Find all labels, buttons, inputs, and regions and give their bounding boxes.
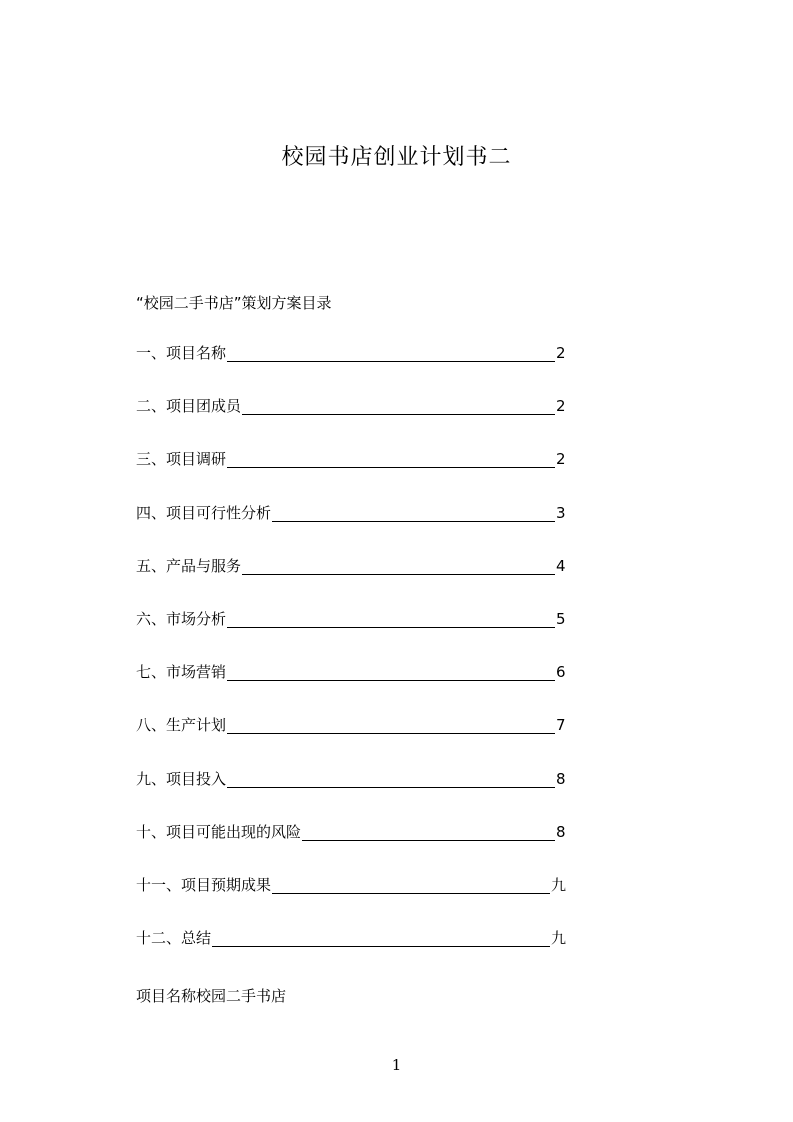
toc-leader-line — [227, 659, 555, 681]
toc-leader-line — [227, 340, 555, 362]
toc-entry — [136, 712, 566, 765]
toc-entry — [136, 766, 566, 819]
toc-entry — [136, 393, 566, 446]
toc-leader-line — [227, 766, 555, 788]
document-title: 校园书店创业计划书二 — [281, 145, 512, 170]
project-name-line: 项目名称校园二手书店 — [136, 987, 287, 1005]
toc-entry — [136, 659, 566, 712]
toc-entry-label: 五、产品与服务 — [136, 556, 242, 575]
toc-entry-page: 九 — [550, 875, 566, 894]
toc-leader-line — [212, 925, 550, 947]
toc-entry-page: 3 — [556, 503, 566, 522]
toc-entry-label: 二、项目团成员 — [136, 397, 242, 416]
toc-entry — [136, 446, 566, 499]
page-number: 1 — [391, 1056, 402, 1074]
toc-entry-label: 十、项目可能出现的风险 — [136, 822, 302, 841]
toc-leader-line — [272, 500, 555, 522]
toc-entry-label: 九、项目投入 — [136, 769, 227, 788]
toc-entry-page: 2 — [556, 344, 566, 362]
toc-entry-label: 十一、项目预期成果 — [136, 875, 272, 894]
toc-leader-line — [272, 872, 550, 894]
toc-entry — [136, 500, 566, 553]
toc-entry — [136, 872, 566, 925]
toc-entry-label: 一、项目名称 — [136, 344, 227, 362]
toc-entry-page: 7 — [556, 716, 566, 735]
toc-entry-label: 四、项目可行性分析 — [136, 503, 272, 522]
toc-leader-line — [227, 606, 555, 628]
toc-entry — [136, 553, 566, 606]
toc-entry-label: 六、市场分析 — [136, 609, 227, 628]
toc-leader-line — [302, 819, 555, 841]
toc-entry-page: 4 — [556, 556, 566, 575]
toc-entry — [136, 606, 566, 659]
toc-entry-label: 三、项目调研 — [136, 450, 227, 469]
toc-entry — [136, 340, 566, 393]
toc-leader-line — [242, 393, 555, 415]
toc-entry-label: 十二、总结 — [136, 929, 212, 948]
toc-entry-page: 5 — [556, 609, 566, 628]
toc-leader-line — [242, 553, 555, 575]
toc-heading: “校园二手书店”策划方案目录 — [136, 294, 332, 312]
toc-entry — [136, 819, 566, 872]
toc-entry-page: 8 — [556, 769, 566, 788]
toc-entry-page: 8 — [556, 822, 566, 841]
toc-entry-label: 八、生产计划 — [136, 716, 227, 735]
toc-entry-page: 九 — [550, 929, 566, 948]
toc-entry-page: 6 — [556, 663, 566, 682]
toc-entry — [136, 925, 566, 978]
toc-entry-page: 2 — [556, 450, 566, 469]
toc-leader-line — [227, 712, 555, 734]
toc-entry-page: 2 — [556, 397, 566, 416]
toc-entry-label: 七、市场营销 — [136, 663, 227, 682]
toc-leader-line — [227, 446, 555, 468]
table-of-contents — [136, 340, 566, 978]
